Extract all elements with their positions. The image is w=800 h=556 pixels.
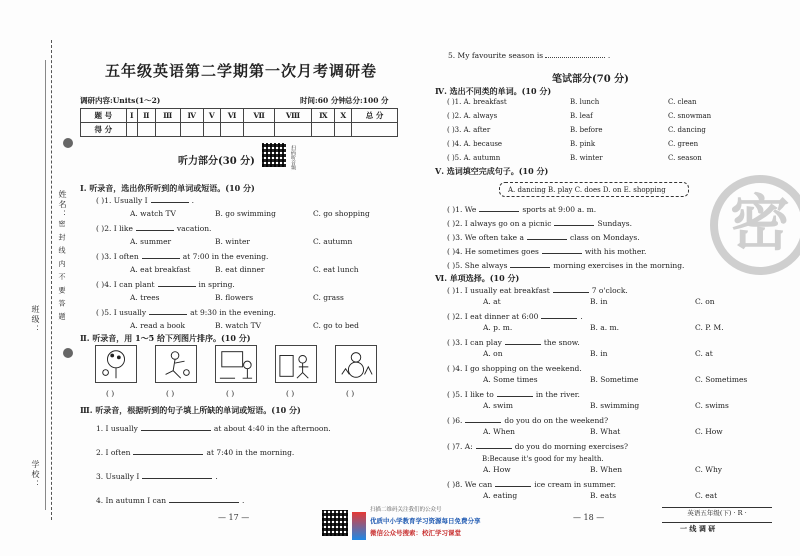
content-label: 调研内容:Units(1～2) <box>80 96 161 105</box>
fold-line <box>51 40 52 520</box>
option-c[interactable]: C. autumn <box>313 237 353 246</box>
score-header-cell: 题 号 <box>81 109 127 123</box>
section-4-heading: Ⅳ. 选出不同类的单词。(10 分) <box>435 86 552 96</box>
option-a[interactable]: A. trees <box>130 293 160 302</box>
answer-blank[interactable] <box>151 195 189 203</box>
score-input-cell[interactable] <box>137 123 155 137</box>
question-row <box>447 218 632 228</box>
question-row <box>447 204 596 214</box>
option-a[interactable]: A. p. m. <box>483 323 513 332</box>
q5-fill <box>448 50 610 60</box>
order-bracket[interactable]: ( ) <box>106 389 115 398</box>
order-bracket[interactable]: ( ) <box>166 389 175 398</box>
option-c[interactable]: C. eat <box>695 491 718 500</box>
word-choice-box: A. dancing B. play C. does D. on E. shopping <box>499 182 689 197</box>
question-row <box>96 471 218 481</box>
section-1-heading: Ⅰ. 听录音，选出你所听到的单词或短语。(10 分) <box>80 183 255 193</box>
option-b[interactable]: B. eat dinner <box>215 265 265 274</box>
order-bracket[interactable]: ( ) <box>286 389 295 398</box>
option-b[interactable]: B. eats <box>590 491 617 500</box>
question-row <box>96 423 331 433</box>
option-a[interactable]: A. eat breakfast <box>130 265 191 274</box>
question-end: vacation. <box>176 224 212 233</box>
question-text: ( )4. I go shopping on the weekend. <box>447 364 582 373</box>
answer-blank[interactable] <box>527 232 567 240</box>
score-input-cell[interactable] <box>274 123 311 137</box>
option-b[interactable]: B. a. m. <box>590 323 620 332</box>
answer-blank[interactable] <box>158 279 196 287</box>
score-input-cell[interactable] <box>126 123 137 137</box>
brand-box <box>662 507 772 523</box>
question-row <box>96 195 194 205</box>
question-row <box>96 307 276 317</box>
question-row <box>96 279 235 289</box>
score-header-cell: Ⅷ <box>274 109 311 123</box>
question-text: ( )1. We <box>447 205 477 214</box>
qr-caption: 扫码听音频 <box>290 145 296 170</box>
score-header-cell: Ⅵ <box>220 109 244 123</box>
score-input-cell[interactable] <box>352 123 398 137</box>
picture-5 <box>335 345 377 383</box>
score-header-cell: Ⅹ <box>335 109 352 123</box>
option-c[interactable]: C. at <box>695 349 713 358</box>
answer-blank[interactable] <box>142 471 212 479</box>
question-end: . <box>215 472 218 481</box>
question-text: ( )4. He sometimes goes <box>447 247 539 256</box>
option-c[interactable]: C. eat lunch <box>313 265 359 274</box>
answer-blank[interactable] <box>495 479 531 487</box>
question-end: at 7:00 in the evening. <box>182 252 269 261</box>
question-end: do you do on the weekend? <box>504 416 609 425</box>
option-b[interactable]: B. What <box>590 427 621 436</box>
option-c[interactable]: C. How <box>695 427 723 436</box>
question-text: ( )5. I like to <box>447 390 494 399</box>
question-end: 7 o'clock. <box>591 286 628 295</box>
page-title: 五年级英语第二学期第一次月考调研卷 <box>105 62 378 80</box>
seal-words: 密 封 线 内 不 要 答 题 <box>58 220 66 322</box>
score-input-cell[interactable] <box>335 123 352 137</box>
odd-one-option-b[interactable]: B. leaf <box>570 112 593 120</box>
question-text: ( )3. I can play <box>447 338 502 347</box>
answer-blank[interactable] <box>542 246 582 254</box>
question-text: ( )2. I eat dinner at 6:00 <box>447 312 539 321</box>
picture-4 <box>275 345 317 383</box>
option-c[interactable]: C. on <box>695 297 715 306</box>
promo-line-1: 优质中小学教育学习资源每日免费分享 <box>370 517 481 525</box>
option-b[interactable]: B. winter <box>215 237 250 246</box>
odd-one-option-c[interactable]: C. snowman <box>668 112 712 120</box>
section-5-heading: Ⅴ. 选词填空完成句子。(10 分) <box>435 166 549 176</box>
brand-logo <box>352 512 366 540</box>
question-text: ( )5. She always <box>447 261 508 270</box>
class-label: 班级： <box>31 305 40 335</box>
odd-one-option-c[interactable]: C. green <box>668 140 699 148</box>
odd-one-option-c[interactable]: C. dancing <box>668 126 706 134</box>
score-input-cell[interactable] <box>220 123 244 137</box>
brand-bottom: 一 线 调 研 <box>680 524 716 533</box>
question-text: ( )2. I always go on a picnic <box>447 219 552 228</box>
written-title: 笔试部分(70 分) <box>552 74 629 85</box>
picture-3 <box>215 345 257 383</box>
score-header-cell: Ⅸ <box>312 109 335 123</box>
total-label: 总分:100 分 <box>345 96 389 105</box>
option-b[interactable]: B. watch TV <box>215 321 262 330</box>
answer-blank[interactable] <box>541 311 577 319</box>
option-c[interactable]: C. Why <box>695 465 723 474</box>
question-end: at about 4:40 in the afternoon. <box>213 424 331 433</box>
option-c[interactable]: C. go shopping <box>313 209 370 218</box>
question-end: ice cream in summer. <box>534 480 616 489</box>
answer-blank[interactable] <box>169 495 239 503</box>
binding-hole <box>63 348 73 358</box>
odd-one-option-b[interactable]: B. winter <box>570 154 603 162</box>
answer-blank[interactable] <box>133 447 203 455</box>
answer-blank[interactable] <box>136 223 174 231</box>
wechat-qr-code[interactable] <box>322 510 348 536</box>
answer-blank[interactable] <box>497 389 533 397</box>
question-row <box>96 223 211 233</box>
option-c[interactable]: C. swims <box>695 401 729 410</box>
question-row <box>447 363 588 373</box>
question-end: with his mother. <box>584 247 647 256</box>
question-row <box>96 495 244 505</box>
answer-blank[interactable] <box>149 307 187 315</box>
score-header-cell: Ⅳ <box>180 109 203 123</box>
confidential-seal: 密 <box>710 175 800 275</box>
answer-blank[interactable] <box>510 260 550 268</box>
answer-blank[interactable] <box>553 285 589 293</box>
option-c[interactable]: C. Sometimes <box>695 375 748 384</box>
score-header-cell: Ⅶ <box>244 109 275 123</box>
question-row <box>447 389 580 399</box>
question-text: ( )3. We often take a <box>447 233 524 242</box>
odd-one-option-a[interactable]: ( )5. A. autumn <box>447 154 501 162</box>
option-a[interactable]: A. read a book <box>130 321 186 330</box>
option-b[interactable]: B. go swimming <box>215 209 276 218</box>
question-row <box>447 415 608 425</box>
question-text: 3. Usually I <box>96 472 140 481</box>
option-c[interactable]: C. grass <box>313 293 344 302</box>
option-b[interactable]: B. Sometime <box>590 375 639 384</box>
option-a[interactable]: A. on <box>483 349 503 358</box>
score-input-cell[interactable] <box>180 123 203 137</box>
scan-text: 扫描二维码关注我们的公众号 <box>370 507 442 513</box>
question-text: 1. I usually <box>96 424 138 433</box>
question-text: ( )4. I can plant <box>96 280 155 289</box>
option-a[interactable]: A. Some times <box>483 375 538 384</box>
option-a[interactable]: A. summer <box>130 237 172 246</box>
odd-one-option-b[interactable]: B. lunch <box>570 98 600 106</box>
score-input-cell[interactable] <box>244 123 275 137</box>
question-text: ( )5. I usually <box>96 308 147 317</box>
question-row <box>96 251 268 261</box>
time-label: 时间:60 分钟 <box>300 96 346 105</box>
binding-strip <box>0 20 72 540</box>
question-row <box>447 285 628 295</box>
score-input-cell[interactable] <box>312 123 335 137</box>
question-end: in the river. <box>535 390 580 399</box>
odd-one-option-c[interactable]: C. season <box>668 154 702 162</box>
question-end: at 9:30 in the evening. <box>190 308 276 317</box>
score-header-cell: Ⅱ <box>137 109 155 123</box>
question-text: 2. I often <box>96 448 131 457</box>
score-header-cell: Ⅴ <box>203 109 220 123</box>
question-end: sports at 9:00 a. m. <box>522 205 597 214</box>
question-end: class on Mondays. <box>569 233 640 242</box>
question-end: at 7:40 in the morning. <box>206 448 295 457</box>
option-a[interactable]: A. swim <box>483 401 513 410</box>
question-row <box>447 337 580 347</box>
q5-blank[interactable] <box>545 50 605 58</box>
option-a[interactable]: A. How <box>483 465 511 474</box>
promo-line-2: 微信公众号搜索：校汇学习课堂 <box>370 529 461 537</box>
question-text: ( )2. I like <box>96 224 133 233</box>
question-row <box>96 447 294 457</box>
question-row <box>447 260 684 270</box>
option-b[interactable]: B. in <box>590 349 608 358</box>
section-6-heading: Ⅵ. 单项选择。(10 分) <box>435 273 520 283</box>
section-3-heading: Ⅲ. 听录音，根据听到的句子填上所缺的单词或短语。(10 分) <box>80 405 301 415</box>
odd-one-option-b[interactable]: B. pink <box>570 140 596 148</box>
score-header-cell: Ⅰ <box>126 109 137 123</box>
option-a[interactable]: A. eating <box>483 491 518 500</box>
name-label: 姓名： <box>58 190 67 220</box>
question-text: ( )6. <box>447 416 463 425</box>
option-b[interactable]: B. swimming <box>590 401 640 410</box>
question-row <box>447 441 628 451</box>
question-end: morning exercises in the morning. <box>553 261 685 270</box>
q5-text: 5. My favourite season is <box>448 51 544 60</box>
score-header-cell: Ⅲ <box>155 109 180 123</box>
question-text: ( )1. I usually eat breakfast <box>447 286 550 295</box>
answer-blank[interactable] <box>505 337 541 345</box>
odd-one-option-a[interactable]: ( )3. A. after <box>447 126 491 134</box>
question-row <box>447 479 616 489</box>
binding-hole <box>63 138 73 148</box>
option-c[interactable]: C. go to bed <box>313 321 359 330</box>
odd-one-option-a[interactable]: ( )4. A. because <box>447 140 503 148</box>
answer-blank[interactable] <box>465 415 501 423</box>
question-text: 4. In autumn I can <box>96 496 167 505</box>
school-label: 学校： <box>31 460 40 490</box>
odd-one-option-a[interactable]: ( )1. A. breakfast <box>447 98 507 106</box>
odd-one-option-c[interactable]: C. clean <box>668 98 697 106</box>
section-2-heading: Ⅱ. 听录音，用 1～5 给下列图片排序。(10 分) <box>80 333 251 343</box>
option-a[interactable]: A. at <box>483 297 501 306</box>
page-number-right: — 18 — <box>573 513 605 522</box>
option-b[interactable]: B. When <box>590 465 623 474</box>
score-label-cell: 得 分 <box>81 123 127 137</box>
score-header-cell: 总 分 <box>352 109 398 123</box>
order-bracket[interactable]: ( ) <box>226 389 235 398</box>
option-b[interactable]: B. flowers <box>215 293 254 302</box>
score-input-cell[interactable] <box>155 123 180 137</box>
question-text: ( )8. We can <box>447 480 493 489</box>
listening-title: 听力部分(30 分) <box>178 156 255 167</box>
q5-end: . <box>607 51 611 60</box>
option-a[interactable]: A. When <box>483 427 515 436</box>
question-end: in spring. <box>198 280 235 289</box>
odd-one-option-a[interactable]: ( )2. A. always <box>447 112 498 120</box>
question-end: the snow. <box>543 338 580 347</box>
question-row <box>447 246 646 256</box>
option-a[interactable]: A. watch TV <box>130 209 176 218</box>
answer-blank[interactable] <box>141 423 211 431</box>
audio-qr-code[interactable] <box>262 143 286 167</box>
score-table <box>80 108 398 137</box>
page-number-left: — 17 — <box>218 513 250 522</box>
question-row <box>447 311 583 321</box>
question-end: do you do morning exercises? <box>514 442 629 451</box>
answer-blank[interactable] <box>142 251 180 259</box>
question-end: . <box>242 496 245 505</box>
option-c[interactable]: C. P. M. <box>695 323 724 332</box>
picture-1 <box>95 345 137 383</box>
brand-top: 英语五年级(下) · R · <box>687 509 747 517</box>
score-input-cell[interactable] <box>203 123 220 137</box>
picture-2 <box>155 345 197 383</box>
question-row <box>447 232 640 242</box>
option-b[interactable]: B. in <box>590 297 608 306</box>
answer-blank[interactable] <box>476 441 512 449</box>
odd-one-option-b[interactable]: B. before <box>570 126 603 134</box>
question-text: ( )7. A: <box>447 442 473 451</box>
dialogue-reply: B:Because it's good for my health. <box>482 455 604 463</box>
question-text: ( )3. I often <box>96 252 139 261</box>
question-end: . <box>580 312 583 321</box>
question-end: . <box>191 196 195 205</box>
answer-blank[interactable] <box>554 218 594 226</box>
question-end: Sundays. <box>597 219 633 228</box>
question-text: ( )1. Usually I <box>96 196 148 205</box>
order-bracket[interactable]: ( ) <box>346 389 355 398</box>
answer-blank[interactable] <box>479 204 519 212</box>
seal-line <box>45 60 46 510</box>
